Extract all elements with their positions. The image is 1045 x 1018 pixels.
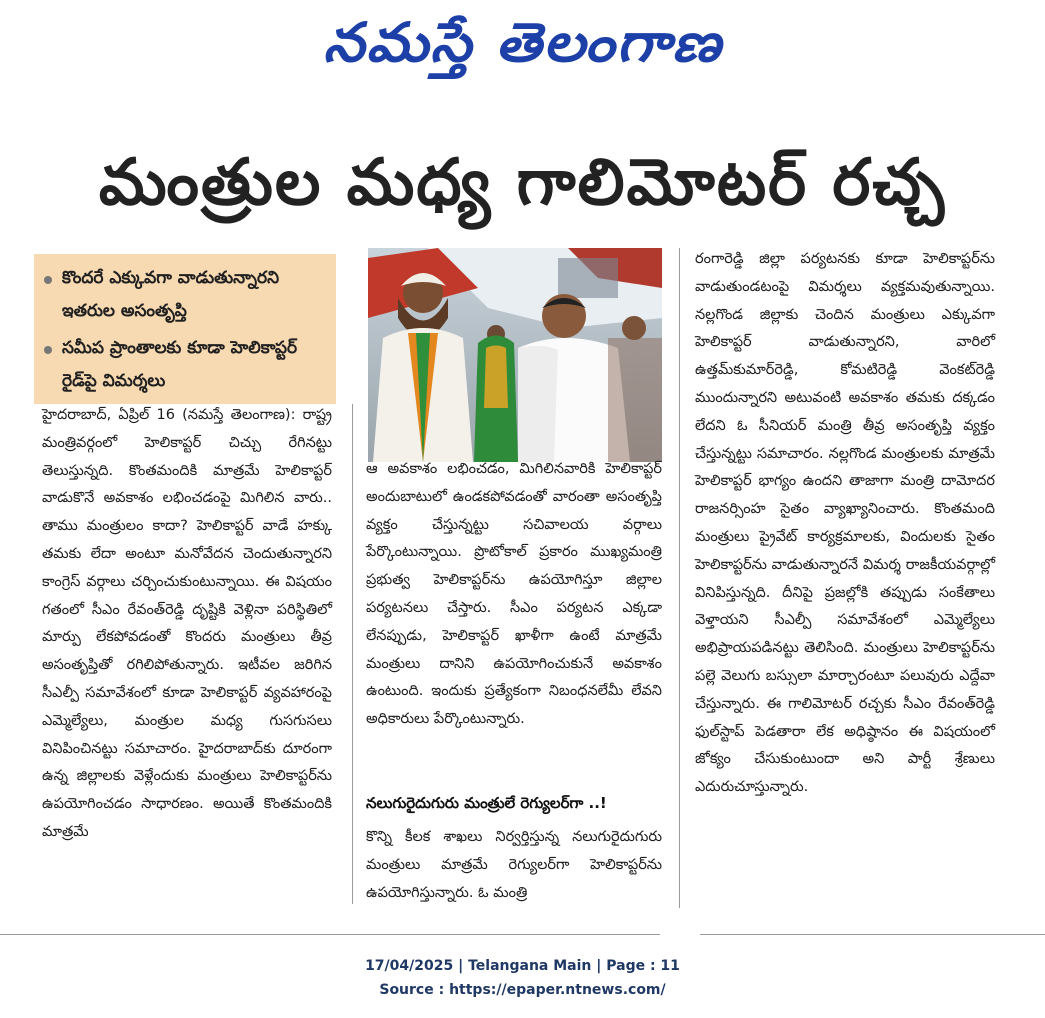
article-text: రంగారెడ్డి జిల్లా పర్యటనకు కూడా హెలికాప్టర్‌ను వాడుతుండటంపై విమర్శలు వ్యక్తమవుతున్నాయి. నల్లగొండ జిల్లాకు చెందిన మంత్రులు ఎక్కువగా హెలికాప్టర్ వాడుతున్నారని, వారిలో ఉత్తమ్‌కుమార్‌రెడ్డి, కోమటిరెడ్డి వెంకట్‌రెడ్డి ముందున్నారని అటువంటి అవకాశం తమకు దక్కడం లేదని ఓ సీనియర్ మంత్రి తీవ్ర అసంతృప్తి వ్యక్తం చేస్తున్నట్టు సమాచారం. నల్లగొండ మంత్రులకు మాత్రమే హెలికాప్టర్ భాగ్యం ఉందని తాజాగా మంత్రి దామోదర రాజనర్సింహ సైతం వ్యాఖ్యానించారు. కొంతమంది మంత్రులు ప్రైవేట్ కార్యక్రమాలకు, విందులకు సైతం హెలికాప్టర్‌ను వాడుతున్నారనే విమర్శ రాజకీయవర్గాల్లో వినిపిస్తున్నది. దీనిపై ప్రజల్లోకి తప్పుడు సంకేతాలు వెళ్తాయని సీఎల్పీ సమావేశంలో ఎమ్మెల్యేలు అభిప్రాయపడినట్టు తెలిసింది. మంత్రులు హెలికాప్టర్‌ను పల్లె వెలుగు బస్సులా మార్చారంటూ పలువురు ఎద్దేవా చేస్తున్నారు. ఈ గాలిమోటర్ రచ్చకు సీఎం రేవంత్‌రెడ్డి ఫుల్‌స్టాప్ పెడతారా లేక అధిష్ఠానం ఈ విషయంలో జోక్యం చేసుకుంటుందా అని పార్టీ శ్రేణులు ఎదురుచూస్తున్నారు. <box>695 251 995 796</box>
article-text: హైదరాబాద్, ఏప్రిల్ 16 (నమస్తే తెలంగాణ): రాష్ట్ర మంత్రివర్గంలో హెలికాప్టర్ చిచ్చు రేగినట్టు తెలుస్తున్నది. కొంతమందికి మాత్రమే హెలికాప్టర్ వాడుకొనే అవకాశం లభించడంపై మిగిలిన వారు.. తాము మంత్రులం కాదా? హెలికాప్టర్ వాడే హక్కు తమకు లేదా అంటూ మనోవేదన చెందుతున్నారని కాంగ్రెస్ వర్గాలు చర్చించుకుంటున్నాయి. ఈ విషయం గతంలో సీఎం రేవంత్‌రెడ్డి దృష్టికి వెళ్లినా పరిస్థితిలో మార్పు లేకపోవడంతో కొందరు మంత్రులు తీవ్ర అసంతృప్తితో రగిలిపోతున్నారు. ఇటీవల జరిగిన సీఎల్పీ సమావేశంలో కూడా హెలికాప్టర్ వ్యవహారంపై ఎమ్మెల్యేలు, మంత్రుల మధ్య గుసగుసలు వినిపించినట్టు సమాచారం. హైదరాబాద్‌కు దూరంగా ఉన్న జిల్లాలకు వెళ్లేందుకు మంత్రులు హెలికాప్టర్‌ను ఉపయోగించడం సాధారణం. అయితే కొంతమందికి మాత్రమే <box>42 407 332 840</box>
masthead <box>0 0 1045 96</box>
article-column-1 <box>42 402 332 847</box>
column-divider <box>352 404 353 904</box>
news-photo <box>368 248 662 462</box>
article-text: కొన్ని కీలక శాఖలు నిర్వర్తిస్తున్న నలుగురైదుగురు మంత్రులు మాత్రమే రెగ్యులర్‌గా హెలికాప్టర్‌ను ఉపయోగిస్తున్నారు. ఓ మంత్రి <box>366 829 662 901</box>
highlight-text: సమీప ప్రాంతాలకు కూడా హెలికాప్టర్ రైడ్‌పై విమర్శలు <box>62 338 298 391</box>
column-divider <box>679 248 680 908</box>
article-column-2 <box>366 456 662 734</box>
article-text: ఆ అవకాశం లభించడం, మిగిలినవారికి హెలికాప్టర్ అందుబాటులో ఉండకపోవడంతో వారంతా అసంతృప్తి వ్యక్తం చేస్తున్నట్టు సచివాలయ వర్గాలు పేర్కొంటున్నాయి. ప్రొటోకాల్ ప్రకారం ముఖ్యమంత్రి ప్రభుత్వ హెలికాప్టర్‌ను ఉపయోగిస్తూ జిల్లాల పర్యటనలు చేస్తారు. సీఎం పర్యటన ఎక్కడా లేనప్పుడు, హెలికాప్టర్ ఖాళీగా ఉంటే మాత్రమే మంత్రులు దానిని ఉపయోగించుకునే అవకాశం ఉంటుంది. ఇందుకు ప్రత్యేకంగా నిబంధనలేమీ లేవని అధికారులు పేర్కొంటున్నారు. <box>366 461 662 728</box>
page-footer <box>0 954 1045 1002</box>
source-link[interactable]: Source : https://epaper.ntnews.com/ <box>379 982 666 998</box>
highlights-box <box>34 254 336 404</box>
highlight-item <box>42 262 328 328</box>
subheading: నలుగురైదుగురు మంత్రులే రెగ్యులర్‌గా ..! <box>366 794 607 812</box>
highlight-item <box>42 332 328 398</box>
article-column-3 <box>695 246 995 802</box>
highlight-text: కొందరే ఎక్కువగా వాడుతున్నారని ఇతరుల అసంతృప్తి <box>62 268 280 321</box>
article-column-2-continued <box>366 824 662 907</box>
edition-info: 17/04/2025 | Telangana Main | Page : 11 <box>365 958 680 974</box>
masthead-title: నమస్తే తెలంగాణ <box>322 11 723 74</box>
bullet-icon <box>44 346 52 354</box>
photo-illustration <box>368 248 662 462</box>
headline: మంత్రుల మధ్య గాలిమోటర్ రచ్చ <box>98 146 947 220</box>
bullet-icon <box>44 276 52 284</box>
page-divider <box>0 934 660 935</box>
page-divider <box>700 934 1045 935</box>
